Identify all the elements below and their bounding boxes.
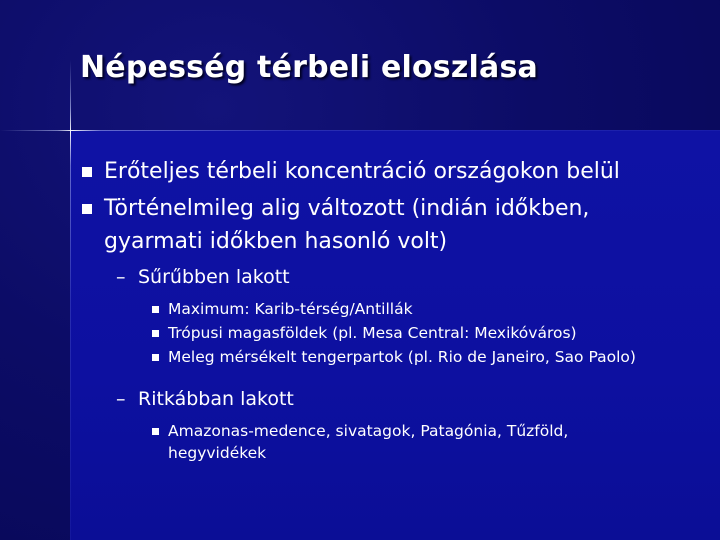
sub-sub-bullet-text-continuation: hegyvidékek bbox=[168, 444, 267, 462]
bullet-text: Történelmileg alig változott (indián időkben, bbox=[104, 196, 590, 221]
slide-title: Népesség térbeli eloszlása bbox=[80, 50, 538, 85]
bullet-square-icon bbox=[152, 306, 159, 313]
decorative-horizontal-line bbox=[0, 130, 720, 131]
bullet-square-icon bbox=[152, 330, 159, 337]
bullet-square-icon bbox=[152, 428, 159, 435]
bullet-text-continuation: gyarmati időkben hasonló volt) bbox=[104, 229, 448, 254]
sub-sub-bullet-text: Meleg mérsékelt tengerpartok (pl. Rio de Janeiro, Sao Paolo) bbox=[168, 348, 636, 366]
decorative-vertical-line bbox=[70, 60, 71, 540]
sub-bullet-text: Ritkábban lakott bbox=[138, 388, 294, 410]
bullet-square-icon bbox=[82, 167, 92, 177]
sub-sub-bullet-text: Maximum: Karib-térség/Antillák bbox=[168, 300, 413, 318]
bullet-text: Erőteljes térbeli koncentráció országokon belül bbox=[104, 159, 620, 184]
bullet-square-icon bbox=[152, 354, 159, 361]
bullet-square-icon bbox=[82, 204, 92, 214]
dash-marker: – bbox=[116, 388, 126, 410]
dash-marker: – bbox=[116, 266, 126, 288]
sub-sub-bullet-text: Amazonas-medence, sivatagok, Patagónia, Tűzföld, bbox=[168, 422, 569, 440]
sub-bullet-text: Sűrűbben lakott bbox=[138, 266, 290, 288]
sub-sub-bullet-text: Trópusi magasföldek (pl. Mesa Central: Mexikóváros) bbox=[168, 324, 577, 342]
